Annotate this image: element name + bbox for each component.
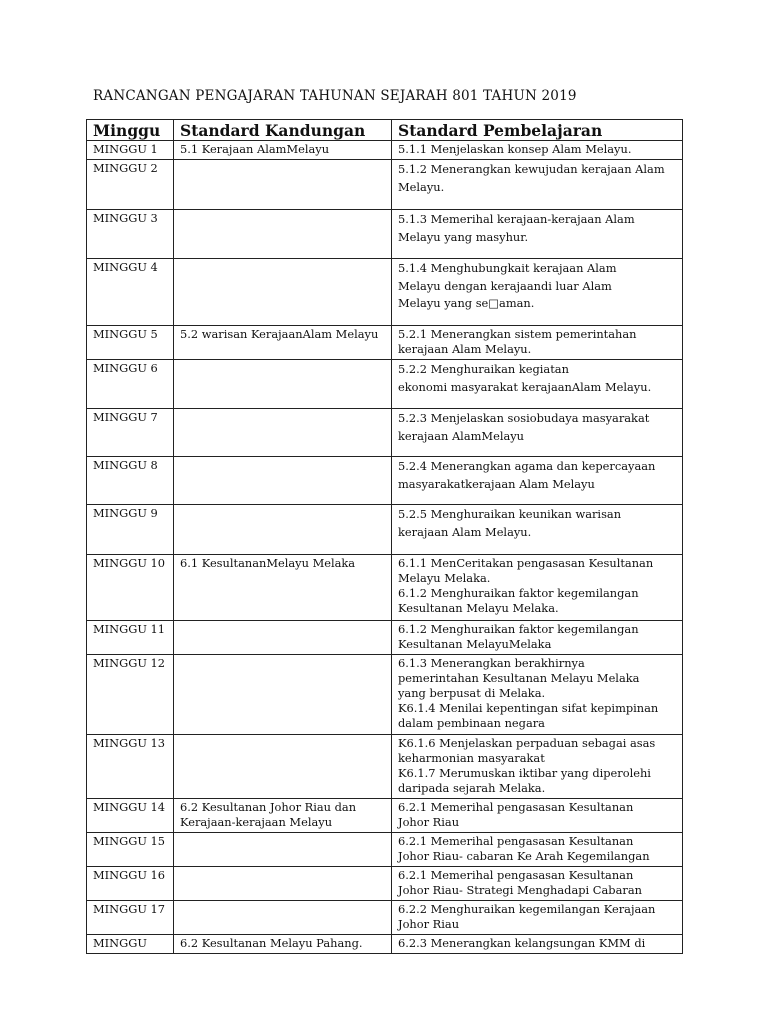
standard-pembelajaran-cell [392, 141, 683, 160]
week-cell: MINGGU 11 [87, 621, 174, 655]
table-row [87, 409, 683, 457]
table-row [87, 621, 683, 655]
learning-standard-line: kerajaan Alam Melayu. [398, 524, 532, 539]
standard-pembelajaran-cell [392, 326, 683, 360]
table-row [87, 360, 683, 409]
learning-standard-line: kerajaan Alam Melayu. [398, 342, 532, 356]
table-row [87, 160, 683, 210]
learning-standard-line: 5.2.3 Menjelaskan sosiobudaya masyarakat [398, 411, 650, 425]
learning-standard-line: Johor Riau [398, 917, 460, 931]
standard-kandungan-cell [174, 655, 392, 735]
standard-pembelajaran-cell [392, 655, 683, 735]
table-row [87, 799, 683, 833]
table-row [87, 867, 683, 901]
standard-kandungan-cell: 6.2 Kesultanan Johor Riau dan Kerajaan-kerajaan Melayu [174, 799, 392, 833]
standard-kandungan-cell [174, 505, 392, 555]
standard-pembelajaran-cell [392, 901, 683, 935]
learning-standard-line: 5.2.5 Menghuraikan keunikan warisan [398, 507, 622, 521]
learning-standard-line: 6.2.2 Menghuraikan kegemilangan Kerajaan [398, 902, 656, 916]
standard-kandungan-cell [174, 901, 392, 935]
learning-standard-line: 5.2.4 Menerangkan agama dan kepercayaan [398, 459, 656, 473]
learning-standard-line: kerajaan AlamMelayu [398, 428, 525, 443]
table-row [87, 326, 683, 360]
learning-standard-line: dalam pembinaan negara [398, 716, 545, 730]
week-cell: MINGGU 3 [87, 210, 174, 259]
standard-pembelajaran-cell [392, 621, 683, 655]
week-cell: MINGGU 12 [87, 655, 174, 735]
learning-standard-line: 6.1.1 MenCeritakan pengasasan Kesultanan [398, 556, 654, 570]
week-cell: MINGGU 6 [87, 360, 174, 409]
standard-kandungan-cell [174, 833, 392, 867]
standard-pembelajaran-cell [392, 735, 683, 799]
learning-standard-line: Kesultanan Melayu Melaka. [398, 601, 559, 615]
standard-pembelajaran-cell [392, 935, 683, 954]
learning-standard-line: Melayu yang se□aman. [398, 296, 535, 310]
standard-kandungan-cell [174, 621, 392, 655]
header-standard-kandungan: Standard Kandungan [174, 120, 392, 141]
learning-standard-line: masyarakatkerajaan Alam Melayu [398, 476, 595, 491]
learning-standard-line: 6.2.1 Memerihal pengasasan Kesultanan [398, 868, 634, 882]
standard-pembelajaran-cell [392, 505, 683, 555]
standard-pembelajaran-cell [392, 555, 683, 621]
learning-standard-line: Johor Riau- cabaran Ke Arah Kegemilangan [398, 849, 650, 863]
week-cell: MINGGU 13 [87, 735, 174, 799]
table-row [87, 505, 683, 555]
standard-kandungan-cell: 6.2 Kesultanan Melayu Pahang. [174, 935, 392, 954]
week-cell: MINGGU 17 [87, 901, 174, 935]
standard-kandungan-cell [174, 160, 392, 210]
standard-pembelajaran-cell [392, 210, 683, 259]
standard-kandungan-cell [174, 867, 392, 901]
table-row [87, 259, 683, 326]
week-cell: MINGGU 5 [87, 326, 174, 360]
learning-standard-line: 5.2.2 Menghuraikan kegiatan [398, 362, 569, 376]
standard-pembelajaran-cell [392, 833, 683, 867]
week-cell: MINGGU 10 [87, 555, 174, 621]
standard-pembelajaran-cell [392, 799, 683, 833]
week-cell: MINGGU 7 [87, 409, 174, 457]
learning-standard-line: Melayu Melaka. [398, 571, 491, 585]
week-cell: MINGGU 8 [87, 457, 174, 505]
learning-standard-line: 6.2.1 Memerihal pengasasan Kesultanan [398, 834, 634, 848]
header-standard-pembelajaran: Standard Pembelajaran [392, 120, 683, 141]
learning-standard-line: K6.1.7 Merumuskan iktibar yang diperolehi [398, 766, 651, 780]
standard-kandungan-cell: 5.2 warisan KerajaanAlam Melayu [174, 326, 392, 360]
table-row [87, 555, 683, 621]
table-row [87, 833, 683, 867]
table-row [87, 935, 683, 954]
learning-standard-line: 5.1.4 Menghubungkait kerajaan Alam [398, 261, 617, 275]
learning-standard-line: K6.1.4 Menilai kepentingan sifat kepimpinan [398, 701, 659, 715]
learning-standard-line: pemerintahan Kesultanan Melayu Melaka [398, 671, 640, 685]
learning-standard-line: 5.1.2 Menerangkan kewujudan kerajaan Alam [398, 162, 665, 176]
week-cell: MINGGU 4 [87, 259, 174, 326]
week-cell: MINGGU 1 [87, 141, 174, 160]
standard-pembelajaran-cell [392, 409, 683, 457]
learning-standard-line: 6.1.3 Menerangkan berakhirnya [398, 656, 585, 670]
standard-pembelajaran-cell [392, 457, 683, 505]
standard-pembelajaran-cell [392, 867, 683, 901]
standard-kandungan-cell: 6.1 KesultananMelayu Melaka [174, 555, 392, 621]
learning-standard-line: keharmonian masyarakat [398, 751, 545, 765]
learning-standard-line: 6.2.1 Memerihal pengasasan Kesultanan [398, 800, 634, 814]
learning-standard-line: Melayu. [398, 179, 445, 194]
learning-standard-line: ekonomi masyarakat kerajaanAlam Melayu. [398, 379, 652, 394]
learning-standard-line: 6.2.3 Menerangkan kelangsungan KMM di [398, 936, 646, 950]
learning-standard-line: 6.1.2 Menghuraikan faktor kegemilangan [398, 622, 639, 636]
week-cell: MINGGU [87, 935, 174, 954]
learning-standard-line: Melayu yang masyhur. [398, 229, 529, 244]
learning-standard-line: daripada sejarah Melaka. [398, 781, 546, 795]
learning-standard-line: Johor Riau- Strategi Menghadapi Cabaran [398, 883, 642, 897]
learning-standard-line: K6.1.6 Menjelaskan perpaduan sebagai asas [398, 736, 656, 750]
standard-kandungan-cell [174, 735, 392, 799]
standard-kandungan-cell: 5.1 Kerajaan AlamMelayu [174, 141, 392, 160]
learning-standard-line: Kesultanan MelayuMelaka [398, 637, 552, 651]
week-cell: MINGGU 16 [87, 867, 174, 901]
learning-standard-line: 5.1.1 Menjelaskan konsep Alam Melayu. [398, 142, 632, 156]
learning-standard-line: 5.1.3 Memerihal kerajaan-kerajaan Alam [398, 212, 635, 226]
learning-standard-line: Johor Riau [398, 815, 460, 829]
learning-standard-line: 5.2.1 Menerangkan sistem pemerintahan [398, 327, 637, 341]
standard-pembelajaran-cell [392, 360, 683, 409]
standard-kandungan-cell [174, 360, 392, 409]
table-header-row [87, 120, 683, 141]
standard-kandungan-cell [174, 457, 392, 505]
table-row [87, 655, 683, 735]
standard-pembelajaran-cell [392, 259, 683, 326]
week-cell: MINGGU 15 [87, 833, 174, 867]
table-row [87, 735, 683, 799]
learning-standard-line: Melayu dengan kerajaandi luar Alam [398, 278, 612, 293]
standard-kandungan-cell [174, 409, 392, 457]
standard-pembelajaran-cell [392, 160, 683, 210]
table-row [87, 210, 683, 259]
yearly-plan-table [86, 119, 683, 954]
document-title: RANCANGAN PENGAJARAN TAHUNAN SEJARAH 801 TAHUN 2019 [93, 88, 577, 104]
table-row [87, 457, 683, 505]
table-row [87, 901, 683, 935]
standard-kandungan-cell [174, 259, 392, 326]
learning-standard-line: 6.1.2 Menghuraikan faktor kegemilangan [398, 586, 639, 600]
table-row [87, 141, 683, 160]
week-cell: MINGGU 9 [87, 505, 174, 555]
learning-standard-line: yang berpusat di Melaka. [398, 686, 546, 700]
week-cell: MINGGU 2 [87, 160, 174, 210]
header-minggu: Minggu [87, 120, 174, 141]
week-cell: MINGGU 14 [87, 799, 174, 833]
standard-kandungan-cell [174, 210, 392, 259]
